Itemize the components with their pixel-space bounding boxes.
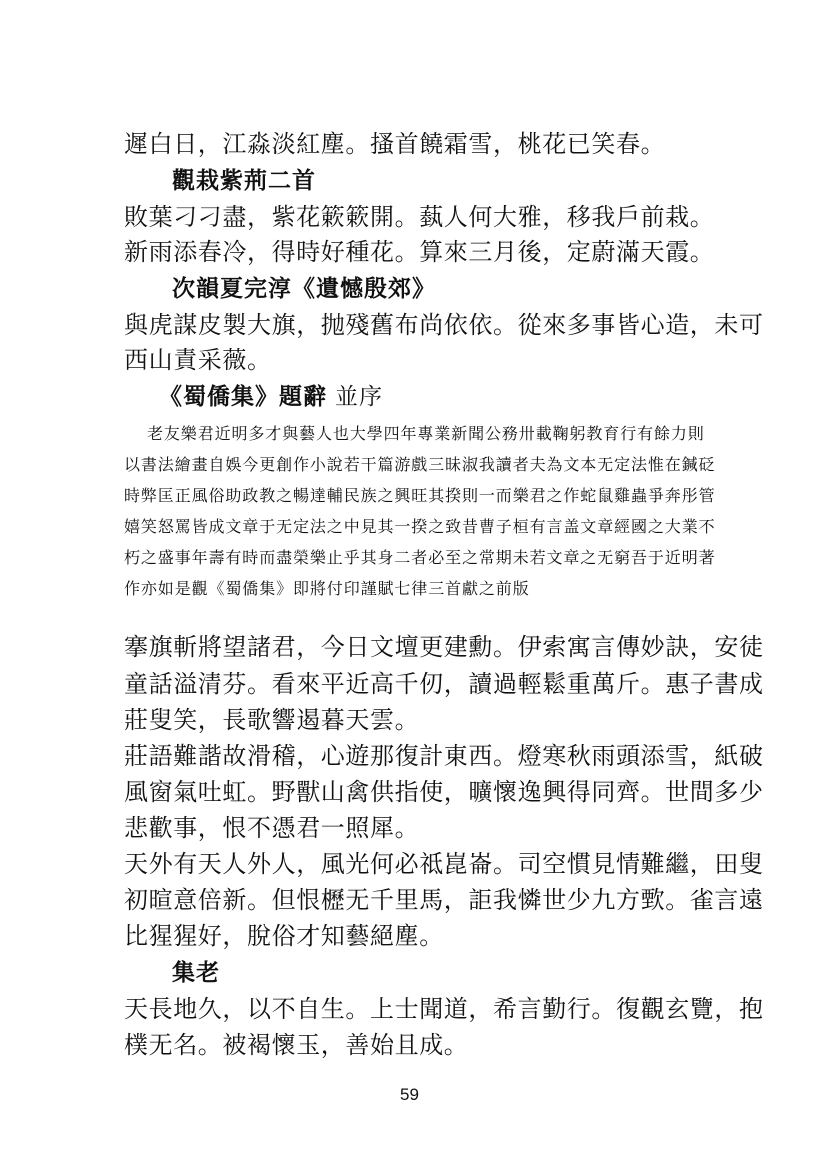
poem-title: [159, 382, 383, 412]
poem-line: 悲歡事，恨不憑君一照犀。: [124, 814, 420, 842]
poem-line: 搴旗斬將望諸君，今日文壇更建勳。伊索寓言傳妙訣，安徒: [124, 633, 764, 661]
poem-line: 風窗氣吐虹。野獸山禽供指使，曠懷逸興得同齊。世間多少: [124, 778, 764, 806]
poem-line: 莊語難諧故滑稽，心遊那復計東西。燈寒秋雨頭添雪，紙破: [124, 742, 764, 770]
poem-title: 次韻夏完淳《遺憾殷郊》: [172, 275, 436, 302]
poem-line: 比猩猩好，脫俗才知藝絕塵。: [124, 922, 444, 950]
preface-line: 嬉笑怒罵皆成文章于无定法之中見其一揆之致昔曹子桓有言盖文章經國之大業不: [124, 517, 716, 536]
preface-line: 時弊匡正風俗助政教之暢達輔民族之興旺其揆則一而樂君之作蛇鼠雞蟲爭奔彤管: [124, 486, 716, 505]
poem-line: 莊叟笑，長歌響遏暮天雲。: [124, 706, 420, 734]
poem-line: 敗葉刁刁盡，紫花簌簌開。蓺人何大雅，移我戶前栽。: [124, 203, 715, 231]
page-number: 59: [400, 1085, 419, 1104]
preface-line: 以書法繪畫自娛今更創作小說若干篇游戲三昧淑我讀者夫為文本无定法惟在鍼砭: [124, 455, 716, 474]
preface-line: 朽之盛事年壽有時而盡榮樂止乎其身二者必至之常期未若文章之无窮吾于近明著: [124, 548, 716, 567]
poem-line: 天外有天人外人，風光何必祗崑崙。司空慣見情難繼，田叟: [124, 850, 764, 878]
poem-line: 天長地久，以不自生。上士聞道，希言勤行。復觀玄覽，抱: [124, 995, 764, 1023]
poem-line: 西山責采薇。: [124, 346, 272, 374]
poem-line: 童話溢清芬。看來平近高千仞，讀過輕鬆重萬斤。惠子書成: [124, 670, 764, 698]
preface-line: 作亦如是觀《蜀僑集》即將付印謹賦七律三首獻之前版: [124, 579, 530, 598]
poem-line: 與虎謀皮製大旗，抛殘舊布尚依依。從來多事皆心造，未可: [124, 311, 764, 339]
poem-line: 初暄意倍新。但恨櫪无千里馬，詎我憐世少九方歅。雀言遠: [124, 886, 764, 914]
poem-title-text: 《蜀僑集》題辭: [159, 383, 327, 410]
poem-line: 樸无名。被褐懷玉，善始且成。: [124, 1031, 469, 1059]
poem-line: 遲白日，江淼淡紅塵。搔首饒霜雪，桃花已笑春。: [124, 130, 666, 158]
poem-title-note: 並序: [335, 384, 383, 410]
preface-line: 老友樂君近明多才與藝人也大學四年專業新聞公務卅載鞠躬教育行有餘力則: [147, 424, 705, 443]
poem-line: 新雨添春冷，得時好種花。算來三月後，定蔚滿天霞。: [124, 238, 715, 266]
poem-title: 觀栽紫荊二首: [172, 167, 316, 194]
poem-title: 集老: [172, 959, 220, 986]
